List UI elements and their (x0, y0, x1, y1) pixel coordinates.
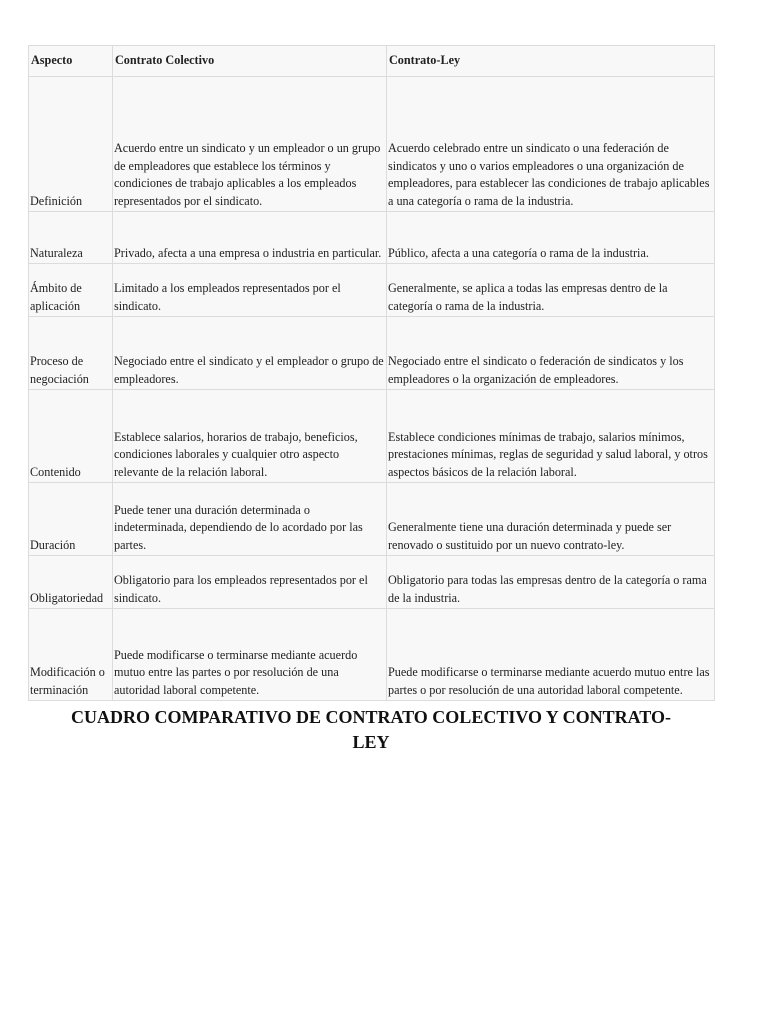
comparison-table (28, 45, 715, 701)
table-row (29, 77, 715, 212)
table-header-row (29, 46, 715, 77)
header-aspecto: Aspecto (29, 46, 113, 77)
table-caption: CUADRO COMPARATIVO DE CONTRATO COLECTIVO Y CONTRATO-LEY (71, 707, 671, 752)
aspect-cell: Definición (29, 77, 113, 212)
colectivo-cell: Acuerdo entre un sindicato y un empleador o un grupo de empleadores que establece los términos y condiciones de trabajo aplicables a los empleados representados por el sindicato. (113, 77, 387, 212)
table-row (29, 556, 715, 609)
aspect-cell: Duración (29, 483, 113, 556)
table-row (29, 609, 715, 701)
colectivo-cell: Obligatorio para los empleados representados por el sindicato. (113, 556, 387, 609)
colectivo-cell: Establece salarios, horarios de trabajo, beneficios, condiciones laborales y cualquier otro aspecto relevante de la relación laboral. (113, 390, 387, 483)
header-contrato-colectivo: Contrato Colectivo (113, 46, 387, 77)
aspect-cell: Contenido (29, 390, 113, 483)
ley-cell: Público, afecta a una categoría o rama de la industria. (387, 212, 715, 264)
aspect-cell: Proceso de negociación (29, 317, 113, 390)
table-row (29, 317, 715, 390)
aspect-cell: Modificación o terminación (29, 609, 113, 701)
aspect-cell: Naturaleza (29, 212, 113, 264)
aspect-cell: Obligatoriedad (29, 556, 113, 609)
ley-cell: Puede modificarse o terminarse mediante acuerdo mutuo entre las partes o por resolución de una autoridad laboral competente. (387, 609, 715, 701)
aspect-cell: Ámbito de aplicación (29, 264, 113, 317)
colectivo-cell: Limitado a los empleados representados por el sindicato. (113, 264, 387, 317)
colectivo-cell: Privado, afecta a una empresa o industria en particular. (113, 212, 387, 264)
table-row (29, 483, 715, 556)
ley-cell: Generalmente, se aplica a todas las empresas dentro de la categoría o rama de la industria. (387, 264, 715, 317)
document-page (28, 45, 714, 755)
ley-cell: Negociado entre el sindicato o federación de sindicatos y los empleadores o la organización de empleadores. (387, 317, 715, 390)
table-row (29, 390, 715, 483)
ley-cell: Obligatorio para todas las empresas dentro de la categoría o rama de la industria. (387, 556, 715, 609)
colectivo-cell: Negociado entre el sindicato y el empleador o grupo de empleadores. (113, 317, 387, 390)
ley-cell: Establece condiciones mínimas de trabajo, salarios mínimos, prestaciones mínimas, reglas de seguridad y salud laboral, y otros aspectos básicos de la relación laboral. (387, 390, 715, 483)
header-contrato-ley: Contrato-Ley (387, 46, 715, 77)
ley-cell: Generalmente tiene una duración determinada y puede ser renovado o sustituido por un nuevo contrato-ley. (387, 483, 715, 556)
table-row (29, 212, 715, 264)
colectivo-cell: Puede modificarse o terminarse mediante acuerdo mutuo entre las partes o por resolución de una autoridad laboral competente. (113, 609, 387, 701)
colectivo-cell: Puede tener una duración determinada o indeterminada, dependiendo de lo acordado por las partes. (113, 483, 387, 556)
ley-cell: Acuerdo celebrado entre un sindicato o una federación de sindicatos y uno o varios empleadores o una organización de empleadores, para establecer las condiciones de trabajo aplicables a una categoría o rama de la industria. (387, 77, 715, 212)
table-row (29, 264, 715, 317)
